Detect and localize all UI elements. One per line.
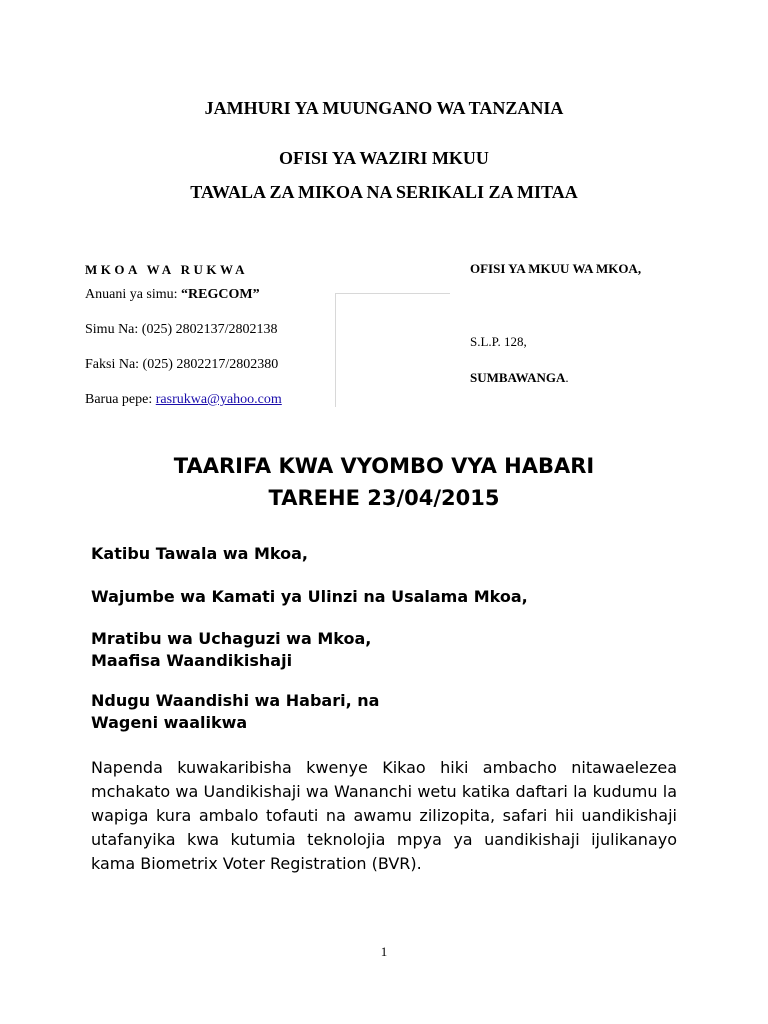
page-number: 1 — [380, 944, 388, 959]
fax-number: Faksi Na: (025) 2802217/2802380 — [85, 357, 279, 372]
header-line-3: TAWALA ZA MIKOA NA SERIKALI ZA MITAA — [190, 182, 578, 202]
salutation-3 — [91, 628, 371, 672]
city — [470, 370, 569, 386]
po-box: S.L.P. 128, — [470, 334, 527, 349]
office-name: OFISI YA MKUU WA MKOA, — [470, 261, 642, 276]
header-line-1: JAMHURI YA MUUNGANO WA TANZANIA — [204, 98, 564, 118]
table-border-vertical — [335, 293, 336, 407]
region-name: MKOA WA RUKWA — [85, 262, 248, 277]
document-date: TAREHE 23/04/2015 — [268, 486, 500, 510]
email-link[interactable]: rasrukwa@yahoo.com — [155, 392, 282, 407]
body-text: Napenda kuwakaribisha kwenye Kikao hiki ambacho nitawaelezea mchakato wa Uandikishaji wa Wananchi wetu katika daftari la kudumu la wapiga kura ambalo tofauti na awamu zilizopita, safari hii uandikishaji utafanyika kwa kutumia teknolojia mpya ya uandikishaji ijulikanayo kama Biometrix Voter Registration (BVR). — [91, 758, 677, 873]
salutation-line: Mratibu wa Uchaguzi wa Mkoa, — [91, 629, 372, 648]
document-title: TAARIFA KWA VYOMBO VYA HABARI — [173, 454, 595, 478]
salutation-2 — [91, 586, 528, 608]
salutation-line: Wajumbe wa Kamati ya Ulinzi na Usalama Mkoa, — [91, 587, 528, 606]
body-paragraph — [91, 756, 677, 876]
email-label: Barua pepe: — [85, 392, 156, 407]
salutation-line: Maafisa Waandikishaji — [91, 651, 293, 670]
email-address — [85, 392, 282, 408]
city-name: SUMBAWANGA — [470, 370, 566, 385]
salutation-4 — [91, 690, 379, 734]
city-suffix: . — [565, 370, 569, 385]
header-line-2: OFISI YA WAZIRI MKUU — [279, 148, 489, 168]
telegram-value: “REGCOM” — [181, 287, 260, 302]
salutation-1 — [91, 543, 308, 565]
telegram-address — [85, 287, 260, 303]
telegram-label: Anuani ya simu: — [85, 287, 182, 302]
salutation-line: Wageni waalikwa — [91, 713, 248, 732]
salutation-line: Katibu Tawala wa Mkoa, — [91, 544, 308, 563]
salutation-line: Ndugu Waandishi wa Habari, na — [91, 691, 380, 710]
table-border-horizontal — [335, 293, 450, 294]
phone-number: Simu Na: (025) 2802137/2802138 — [85, 322, 278, 337]
